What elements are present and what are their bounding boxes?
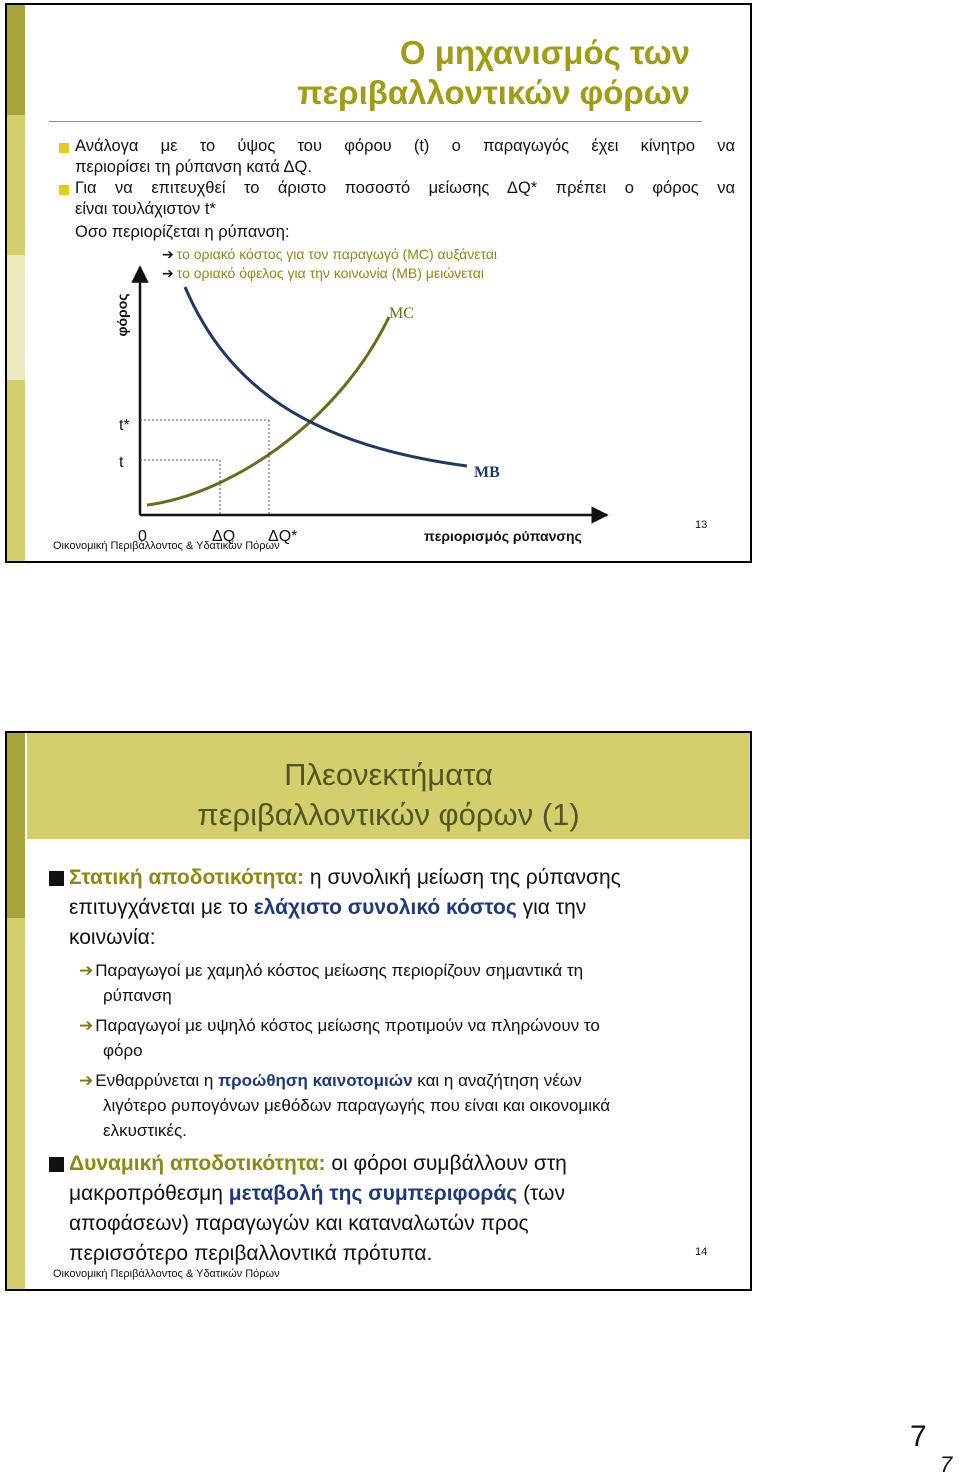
dynamic-efficiency-heading: Δυναμική αποδοτικότητα: (69, 1152, 326, 1175)
x-tick-dqstar: ΔQ* (268, 528, 298, 545)
innovation-highlight: προώθηση καινοτομιών (218, 1071, 413, 1090)
bullet-text: κοινωνία: (69, 926, 156, 949)
arrow-right-icon: ➔ (162, 246, 174, 262)
bullet-marker (49, 1157, 64, 1172)
bullet-text: περισσότερο περιβαλλοντικά πρότυπα. (69, 1242, 433, 1265)
arrow-right-icon: ➔ (79, 1016, 94, 1035)
bullet-1-line-2: περιορίσει τη ρύπανση κατά ΔQ. (75, 158, 312, 176)
origin-label: 0 (138, 528, 147, 545)
y-tick-tstar: t* (119, 417, 130, 434)
mc-curve (147, 317, 389, 505)
slide-footer: Οικονομική Περιβάλλοντος & Υδατικών Πόρων (53, 540, 280, 552)
bullet-text: μακροπρόθεσμη (69, 1182, 229, 1205)
page-number: 7 (910, 1420, 927, 1453)
bullet-2-line-2: είναι τουλάχιστον t* (75, 200, 216, 218)
sub-item-innovation (79, 1068, 739, 1143)
sub-item-low-cost (79, 958, 739, 1008)
x-axis-label: περιορισμός ρύπανσης (424, 528, 582, 544)
sub-text: Παραγωγοί με υψηλό κόστος μείωσης προτιμούν να πληρώνουν το (95, 1016, 600, 1035)
y-tick-t: t (119, 454, 124, 471)
sub-text: και η αναζήτηση νέων (412, 1071, 582, 1090)
bullet-text: οι φόροι συμβάλλουν στη (325, 1152, 567, 1175)
sub-text: Ενθαρρύνεται η (95, 1071, 219, 1090)
sub-text: Παραγωγοί με χαμηλό κόστος μείωσης περιορίζουν σημαντικά τη (95, 961, 584, 980)
mb-curve (185, 287, 467, 466)
mb-label: MB (474, 464, 500, 481)
title-line-2: περιβαλλοντικών φόρων (1) (197, 797, 580, 832)
bullet-text: για την (516, 896, 587, 919)
mc-label: MC (389, 305, 414, 322)
title-line-1: Πλεονεκτήματα (284, 757, 493, 792)
sub-item-mb-text: το οριακό όφελος για την κοινωνία (MB) μειώνεται (176, 265, 484, 281)
static-efficiency-heading: Στατική αποδοτικότητα: (69, 866, 305, 889)
bullet-text: αποφάσεων) παραγωγών και καταναλωτών προς (69, 1212, 529, 1235)
bullet-text: (των (517, 1182, 565, 1205)
sub-item-mc-text: το οριακό κόστος για τον παραγωγό (MC) αυξάνεται (176, 246, 498, 262)
sub-text: φόρο (103, 1041, 143, 1060)
behaviour-change-highlight: μεταβολή της συμπεριφοράς (228, 1182, 518, 1205)
bullet-text: επιτυγχάνεται με το (69, 896, 254, 919)
title-line-2: περιβαλλοντικών φόρων (297, 74, 690, 111)
slide-page-number: 14 (695, 1246, 708, 1258)
min-cost-highlight: ελάχιστο συνολικό κόστος (253, 896, 517, 919)
sub-text: λιγότερο ρυπογόνων μεθόδων παραγωγής που είναι και οικονομικά (103, 1096, 611, 1115)
arrow-right-icon: ➔ (79, 961, 94, 980)
bullet-marker (49, 871, 64, 886)
slide-page-number: 13 (695, 519, 708, 531)
slide-13 (5, 3, 752, 563)
bullet-static-efficiency (69, 863, 739, 953)
page-number-italic: 7 (940, 1452, 953, 1477)
bullet-2-line-1: Για να επιτευχθεί το άριστο ποσοστό μείωσης ΔQ* πρέπει ο φόρος να (75, 179, 735, 197)
bullet-1-line-1: Ανάλογα με το ύψος του φόρου (t) ο παραγωγός έχει κίνητρο να (75, 137, 735, 155)
y-axis-label: φόρος (114, 293, 130, 337)
arrow-right-icon: ➔ (79, 1071, 94, 1090)
sub-item-high-cost (79, 1013, 739, 1063)
slide-14 (5, 731, 752, 1291)
slide-title (27, 755, 750, 835)
sub-text: ελκυστικές. (103, 1121, 187, 1140)
arrow-right-icon: ➔ (162, 265, 174, 281)
bullet-dynamic-efficiency (69, 1149, 709, 1269)
tax-mechanism-chart (7, 5, 752, 563)
bullet-text: η συνολική μείωση της ρύπανσης (304, 866, 621, 889)
slide-left-bar (7, 733, 25, 1289)
sub-text: ρύπανση (103, 986, 172, 1005)
x-tick-dq: ΔQ (212, 528, 236, 545)
slide-footer: Οικονομική Περιβάλλοντος & Υδατικών Πόρων (53, 1268, 280, 1280)
intro-text: Οσο περιορίζεται η ρύπανση: (75, 223, 290, 241)
title-line-1: Ο μηχανισμός των (399, 34, 690, 71)
